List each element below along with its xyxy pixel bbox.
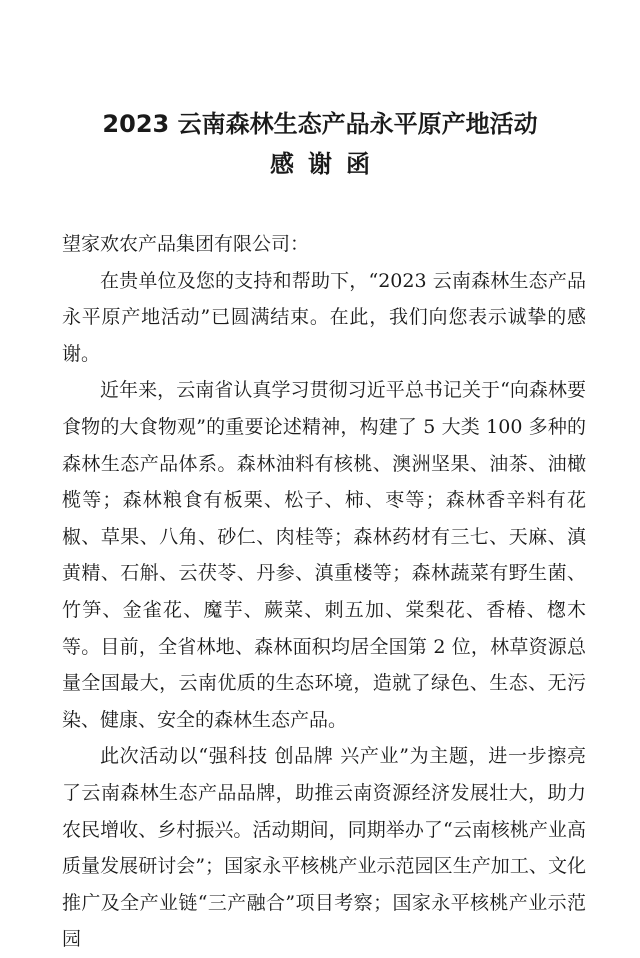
paragraph-2: 近年来，云南省认真学习贯彻习近平总书记关于“向森林要食物的大食物观”的重要论述精神，构建了 5 大类 100 多种的森林生态产品体系。森林油料有核桃、澳洲坚果、油茶、油橄榄等；森林粮食有板栗、松子、柿、枣等；森林香辛料有花椒、草果、八角、砂仁、肉桂等；森林药材有三七、天麻、滇黄精、石斛、云茯苓、丹参、滇重楼等；森林蔬菜有野生菌、竹笋、金雀花、魔芋、蕨菜、刺五加、棠梨花、香椿、楤木等。目前，全省林地、森林面积均居全国第 2 位，林草资源总量全国最大，云南优质的生态环境，造就了绿色、生态、无污染、健康、安全的森林生态产品。 (62, 379, 586, 731)
letter-subtitle: 感谢函 (270, 150, 384, 178)
paragraph-1: 在贵单位及您的支持和帮助下，“2023 云南森林生态产品永平原产地活动”已圆满结束。在此，我们向您表示诚挚的感谢。 (62, 269, 586, 365)
paragraph-3: 此次活动以“强科技 创品牌 兴产业”为主题，进一步擦亮了云南森林生态产品品牌，助推云南资源经济发展壮大，助力农民增收、乡村振兴。活动期间，同期举办了“云南核桃产业高质量发展研讨会”；国家永平核桃产业示范园区生产加工、文化推广及全产业链“三产融合”项目考察；国家永平核桃产业示范园 (62, 745, 586, 951)
letter-title: 2023 云南森林生态产品永平原产地活动 (102, 110, 538, 138)
letter-body (62, 226, 586, 958)
salutation: 望家欢农产品集团有限公司： (62, 233, 310, 255)
